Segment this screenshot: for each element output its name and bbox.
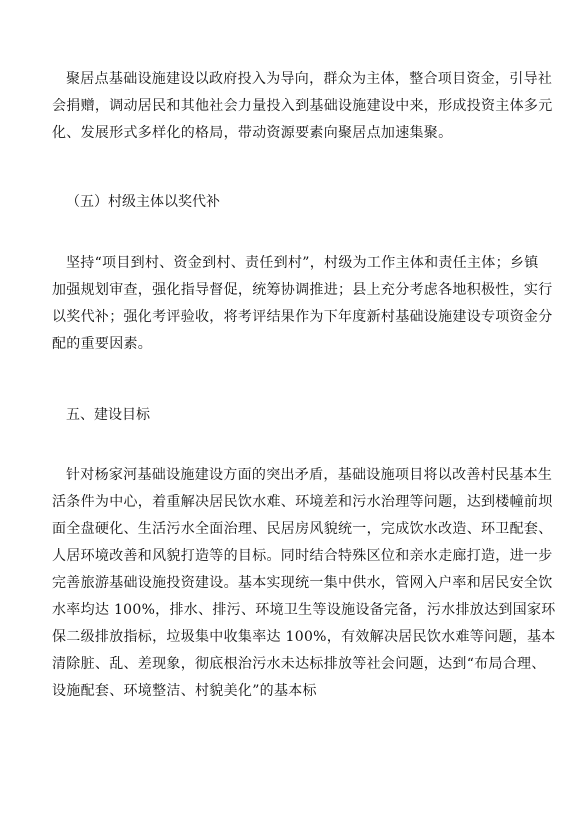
- paragraph-line: 以奖代补；强化考评验收，将考评结果作为下年度新村基础设施建设专项资金分: [52, 309, 553, 325]
- paragraph-funding-guidance: [52, 66, 553, 147]
- paragraph-line: 聚居点基础设施建设以政府投入为导向，群众为主体，整合项目资金，引导社: [66, 71, 553, 87]
- paragraph-line: 设施配套、环境整洁、村貌美化”的基本标: [52, 683, 317, 699]
- paragraph-line: 配的重要因素。: [52, 336, 153, 352]
- paragraph-line: 坚持“项目到村、资金到村、责任到村”，村级为工作主体和责任主体；乡镇: [66, 255, 539, 271]
- paragraph-line: 保二级排放指标，垃圾集中收集率达 100%，有效解决居民饮水难等问题，基本: [52, 629, 556, 645]
- paragraph-line: 会捐赠，调动居民和其他社会力量投入到基础设施建设中来，形成投资主体多元: [52, 98, 553, 114]
- subheading-village-reward: （五）村级主体以奖代补: [66, 194, 220, 210]
- section-heading-construction-goals: 五、建设目标: [66, 407, 150, 423]
- paragraph-line: 人居环境改善和风貌打造等的目标。同时结合特殊区位和亲水走廊打造，进一步: [52, 548, 553, 564]
- paragraph-line: 面全盘硬化、生活污水全面治理、民居房风貌统一，完成饮水改造、环卫配套、: [52, 521, 553, 537]
- paragraph-responsibility: [52, 250, 553, 358]
- paragraph-line: 完善旅游基础设施投资建设。基本实现统一集中供水，管网入户率和居民安全饮: [52, 575, 553, 591]
- paragraph-construction-goals: [52, 462, 556, 705]
- paragraph-line: 化、发展形式多样化的格局，带动资源要素向聚居点加速集聚。: [52, 125, 453, 141]
- paragraph-line: 加强规划审查，强化指导督促，统筹协调推进；县上充分考虑各地积极性，实行: [52, 282, 553, 298]
- paragraph-line: 针对杨家河基础设施建设方面的突出矛盾，基础设施项目将以改善村民基本生: [66, 467, 553, 483]
- paragraph-line: 水率均达 100%，排水、排污、环境卫生等设施设备完备，污水排放达到国家环: [52, 602, 556, 618]
- paragraph-line: 活条件为中心，着重解决居民饮水难、环境差和污水治理等问题，达到楼幢前坝: [52, 494, 553, 510]
- paragraph-line: 清除脏、乱、差现象，彻底根治污水未达标排放等社会问题，达到“布局合理、: [52, 656, 546, 672]
